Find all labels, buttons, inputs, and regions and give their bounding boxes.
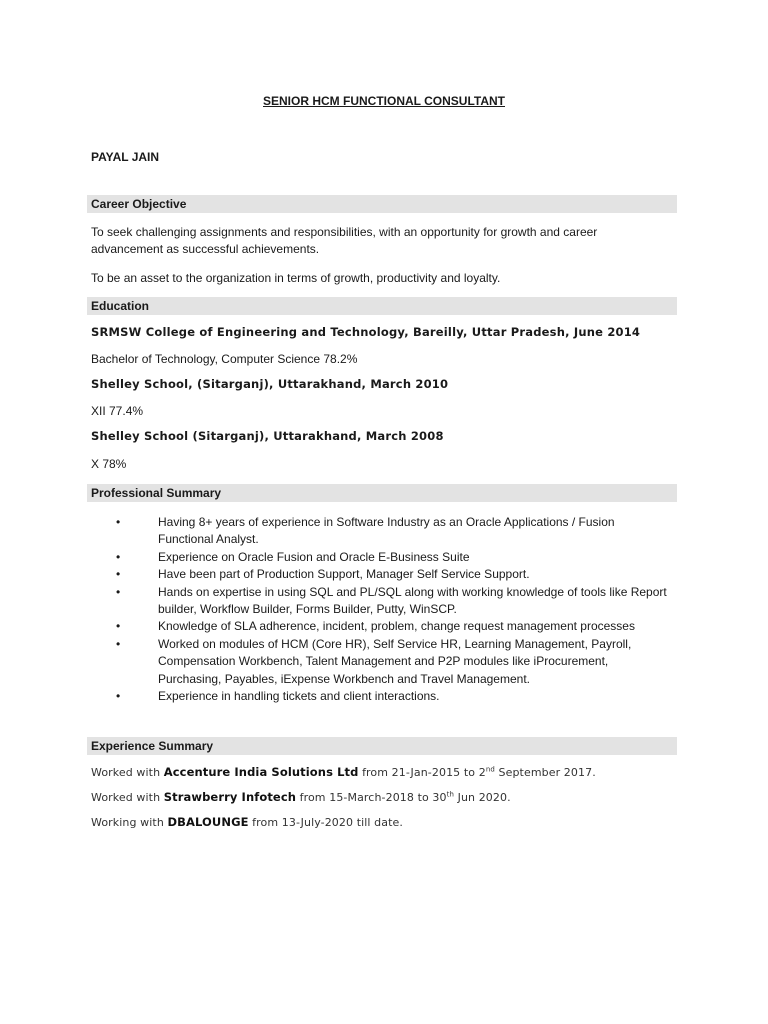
section-heading-experience-summary: Experience Summary bbox=[87, 737, 677, 755]
experience-from: from 21-Jan-2015 to 2 bbox=[358, 766, 486, 779]
list-item-text: Worked on modules of HCM (Core HR), Self Service HR, Learning Management, Payroll, Compensation Workbench, Talent Management and P2P modules like iProcurement, Purchasing, Payables, iExpense Workbench and Travel Management. bbox=[158, 636, 632, 686]
bullet-icon: • bbox=[116, 619, 121, 634]
list-item-text: Hands on expertise in using SQL and PL/SQL along with working knowledge of tools like Report builder, Workflow Builder, Forms Builder, Putty, WinSCP. bbox=[158, 584, 667, 617]
list-item bbox=[91, 636, 671, 688]
bullet-icon: • bbox=[116, 567, 121, 582]
list-item bbox=[91, 618, 671, 635]
list-item bbox=[91, 549, 671, 566]
professional-summary-list bbox=[91, 514, 671, 705]
education-institution: Shelley School, (Sitarganj), Uttarakhand, March 2010 bbox=[91, 377, 449, 391]
experience-prefix: Working with bbox=[91, 816, 168, 829]
objective-paragraph: To be an asset to the organization in terms of growth, productivity and loyalty. bbox=[91, 271, 501, 285]
company-name: Strawberry Infotech bbox=[163, 790, 297, 804]
list-item bbox=[91, 566, 671, 583]
list-item-text: Knowledge of SLA adherence, incident, problem, change request management processes bbox=[158, 619, 635, 634]
experience-from: from 13-July-2020 till date. bbox=[248, 816, 403, 829]
section-heading-professional-summary: Professional Summary bbox=[87, 484, 677, 502]
education-detail: XII 77.4% bbox=[91, 404, 144, 418]
bullet-icon: • bbox=[116, 636, 121, 651]
list-item-text: Having 8+ years of experience in Software Industry as an Oracle Applications / Fusion Functional Analyst. bbox=[158, 515, 615, 547]
experience-to: September 2017. bbox=[494, 766, 596, 779]
list-item-text: Have been part of Production Support, Manager Self Service Support. bbox=[158, 567, 530, 582]
experience-entry bbox=[91, 790, 511, 804]
experience-entry bbox=[91, 765, 596, 779]
list-item-text: Experience on Oracle Fusion and Oracle E-Business Suite bbox=[158, 549, 470, 564]
candidate-name: PAYAL JAIN bbox=[91, 150, 160, 164]
bullet-icon: • bbox=[116, 584, 121, 599]
education-detail: X 78% bbox=[91, 457, 127, 471]
experience-from: from 15-March-2018 to 30 bbox=[296, 791, 447, 804]
ordinal-suffix: nd bbox=[485, 765, 495, 774]
list-item bbox=[91, 584, 671, 619]
experience-prefix: Worked with bbox=[91, 791, 164, 804]
education-institution: Shelley School (Sitarganj), Uttarakhand, March 2008 bbox=[91, 429, 444, 443]
experience-to: Jun 2020. bbox=[454, 791, 511, 804]
company-name: Accenture India Solutions Ltd bbox=[163, 765, 359, 779]
section-heading-career-objective: Career Objective bbox=[87, 195, 677, 213]
experience-prefix: Worked with bbox=[91, 766, 164, 779]
section-heading-education: Education bbox=[87, 297, 677, 315]
bullet-icon: • bbox=[116, 549, 121, 564]
bullet-icon: • bbox=[116, 689, 121, 704]
company-name: DBALOUNGE bbox=[167, 815, 249, 829]
list-item bbox=[91, 514, 671, 549]
document-title: SENIOR HCM FUNCTIONAL CONSULTANT bbox=[263, 94, 505, 108]
list-item-text: Experience in handling tickets and client interactions. bbox=[158, 689, 440, 704]
ordinal-suffix: th bbox=[446, 790, 455, 799]
education-detail: Bachelor of Technology, Computer Science 78.2% bbox=[91, 352, 358, 366]
objective-paragraph: To seek challenging assignments and responsibilities, with an opportunity for growth and career advancement as successful achievements. bbox=[91, 225, 598, 256]
experience-entry bbox=[91, 815, 403, 829]
education-institution: SRMSW College of Engineering and Technology, Bareilly, Uttar Pradesh, June 2014 bbox=[91, 325, 641, 339]
list-item bbox=[91, 688, 671, 705]
bullet-icon: • bbox=[116, 515, 121, 529]
